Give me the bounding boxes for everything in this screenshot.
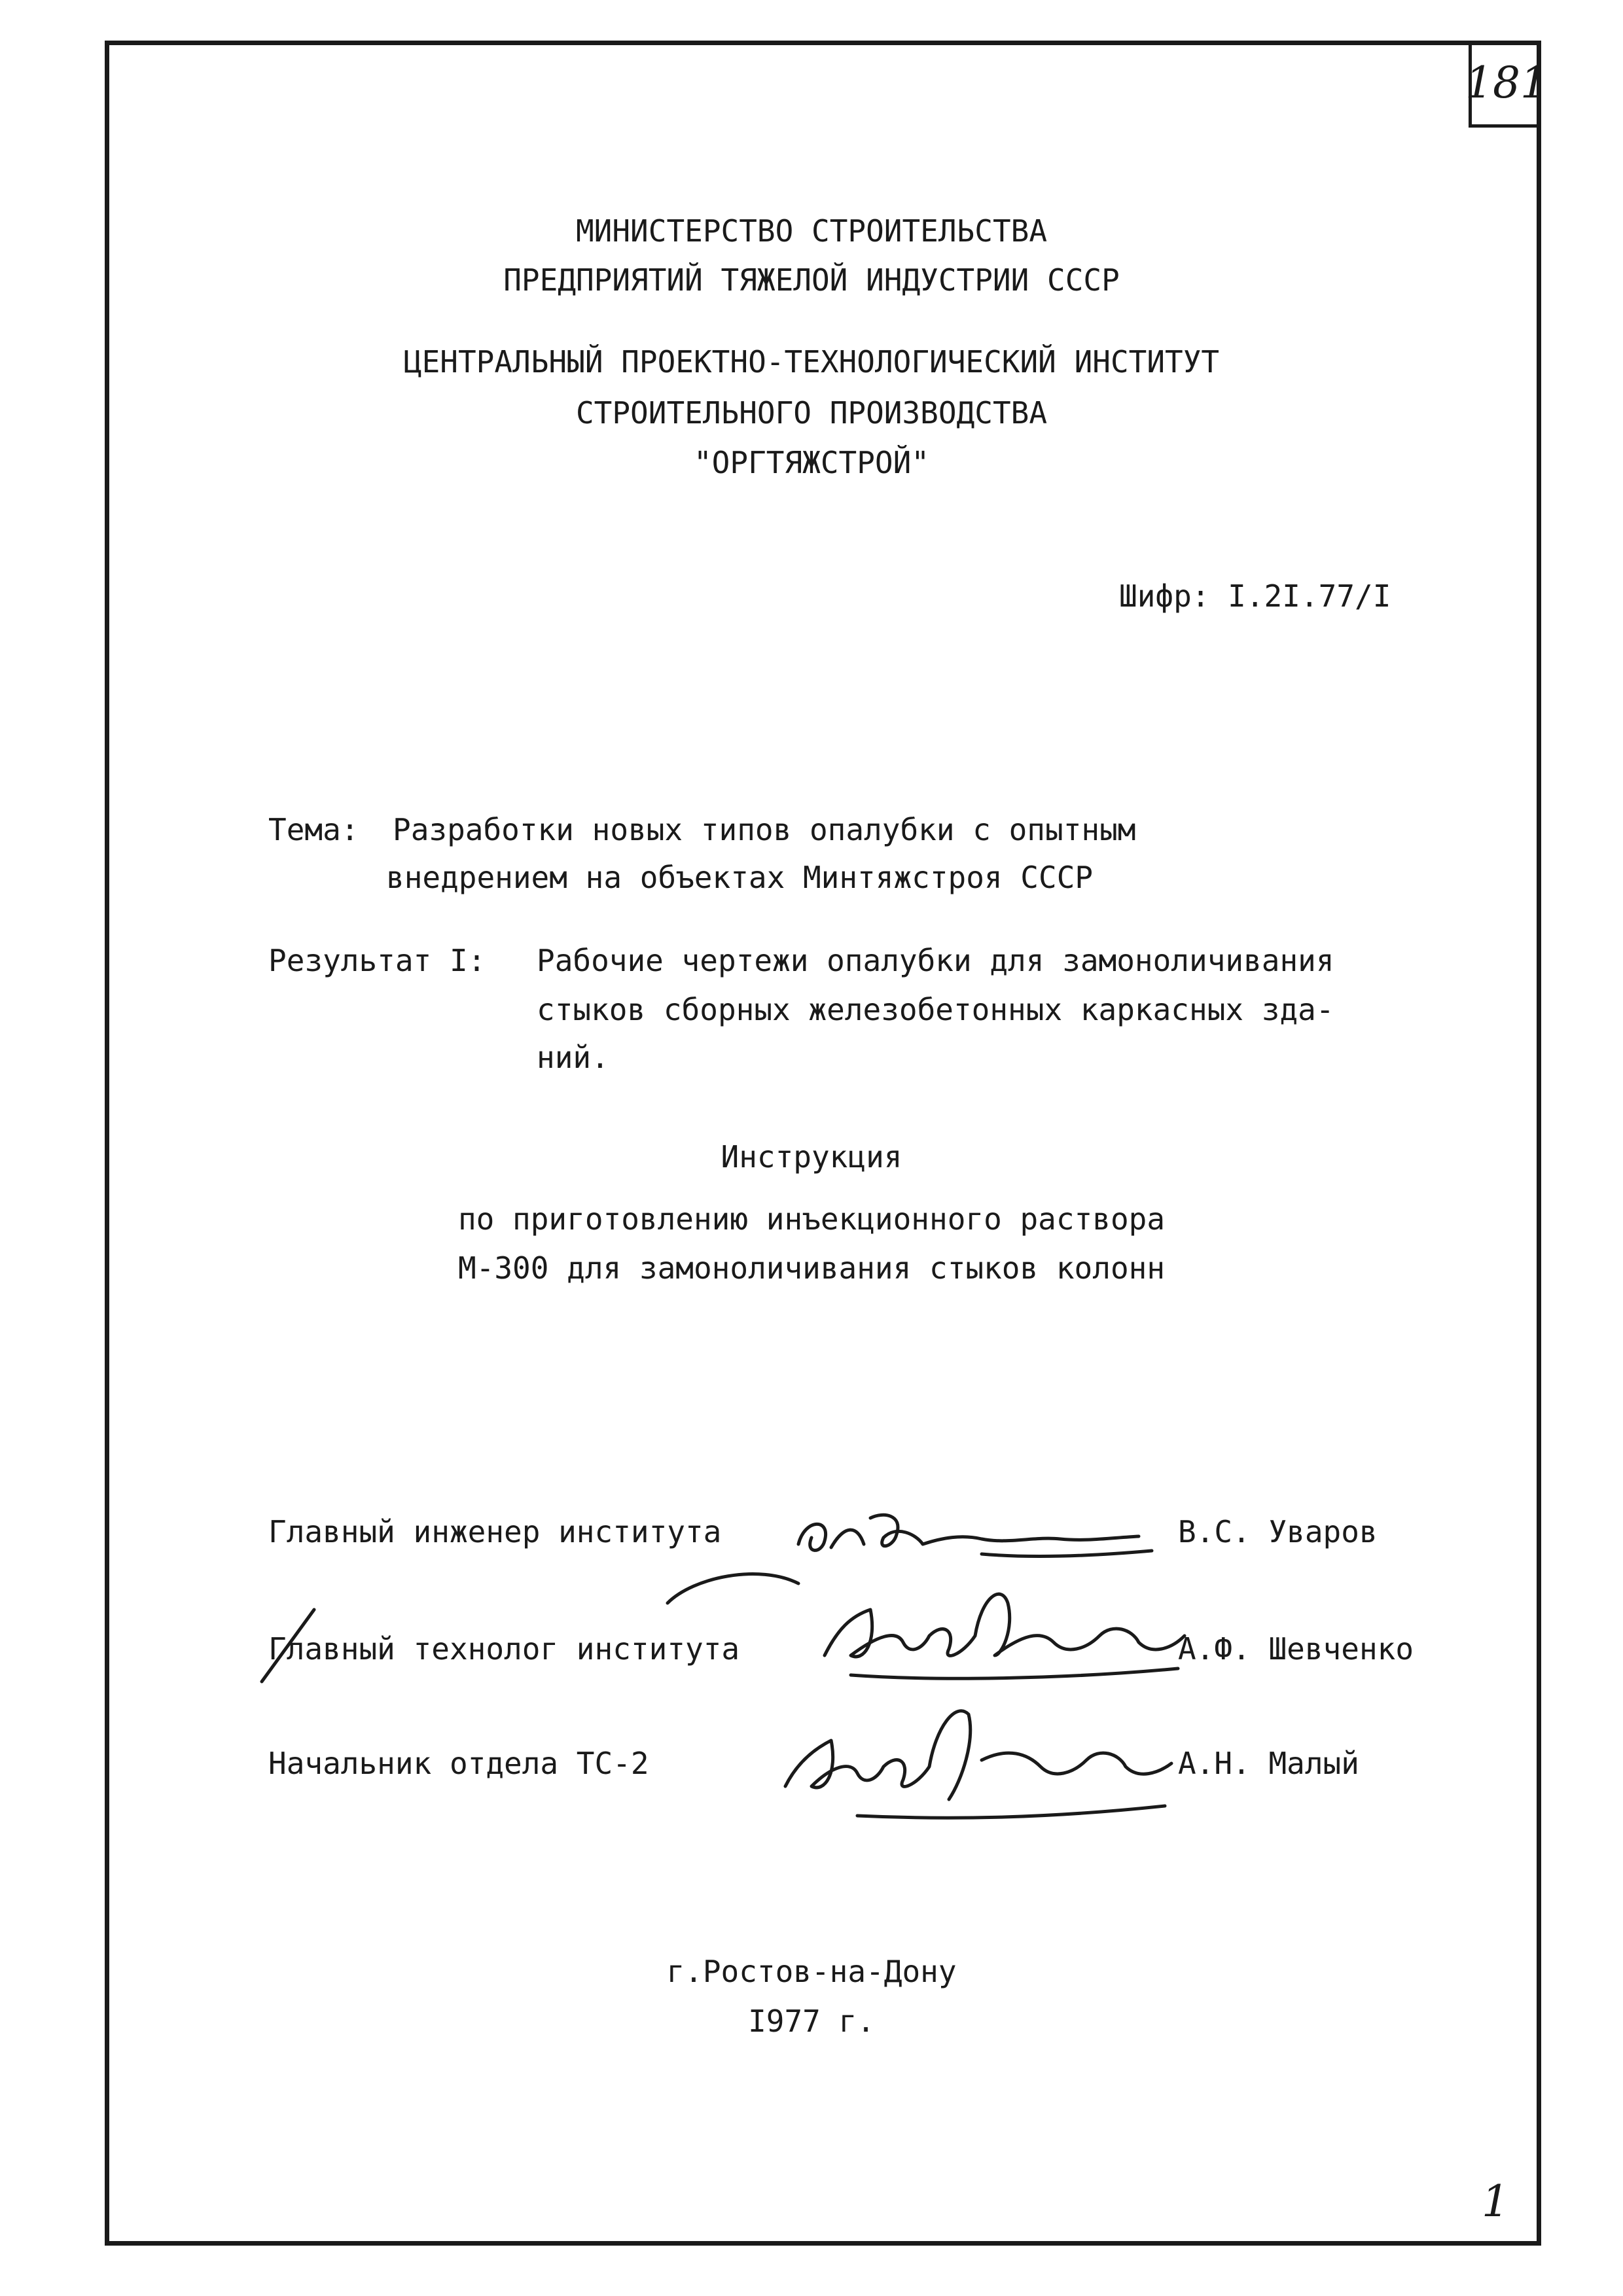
signature-department-head (759, 1675, 1178, 1832)
signature-chief-technologist (223, 1557, 1191, 1688)
ministry-line-2: ПРЕДПРИЯТИЙ ТЯЖЕЛОЙ ИНДУСТРИИ СССР (503, 262, 1120, 298)
instruction-title: Инструкция (721, 1139, 902, 1174)
sheet-number: 181 (1465, 57, 1548, 108)
institute-line-2: СТРОИТЕЛЬНОГО ПРОИЗВОДСТВА (575, 395, 1048, 431)
result-line-1: Рабочие чертежи опалубки для замоноличивания (537, 943, 1334, 978)
topic-label: Тема: (268, 812, 359, 847)
signatory-position-3: Начальник отдела ТС-2 (268, 1746, 649, 1781)
topic-line-1: Разработки новых типов опалубки с опытным (393, 812, 1136, 847)
institute-line-1: ЦЕНТРАЛЬНЫЙ ПРОЕКТНО-ТЕХНОЛОГИЧЕСКИЙ ИНСТИТУТ (403, 344, 1220, 380)
result-label: Результат I: (268, 943, 486, 978)
ministry-line-1: МИНИСТЕРСТВО СТРОИТЕЛЬСТВА (575, 213, 1048, 249)
signatory-name-2: А.Ф. Шевченко (1178, 1631, 1414, 1667)
cipher: Шифр: I.2I.77/I (1119, 578, 1391, 614)
signatory-position-1: Главный инженер института (268, 1514, 722, 1549)
institute-line-3: "ОРГТЯЖСТРОЙ" (693, 445, 930, 480)
instruction-line-2: М-300 для замоноличивания стыков колонн (457, 1250, 1166, 1286)
footer-year: I977 г. (748, 2004, 875, 2039)
sheet-number-box (1465, 41, 1548, 128)
topic-line-2: внедрением на объектах Минтяжстроя СССР (386, 860, 1094, 895)
result-line-3: ний. (537, 1040, 609, 1075)
signatory-name-1: В.С. Уваров (1178, 1514, 1378, 1549)
footer-city: г.Ростов-на-Дону (666, 1954, 957, 1989)
signatory-position-2: Главный технолог института (268, 1631, 740, 1667)
signatory-name-3: А.Н. Малый (1178, 1746, 1359, 1781)
page-number: 1 (1482, 2176, 1509, 2227)
instruction-line-1: по приготовлению инъекционного раствора (457, 1201, 1166, 1237)
result-line-2: стыков сборных железобетонных каркасных зда- (537, 992, 1334, 1027)
